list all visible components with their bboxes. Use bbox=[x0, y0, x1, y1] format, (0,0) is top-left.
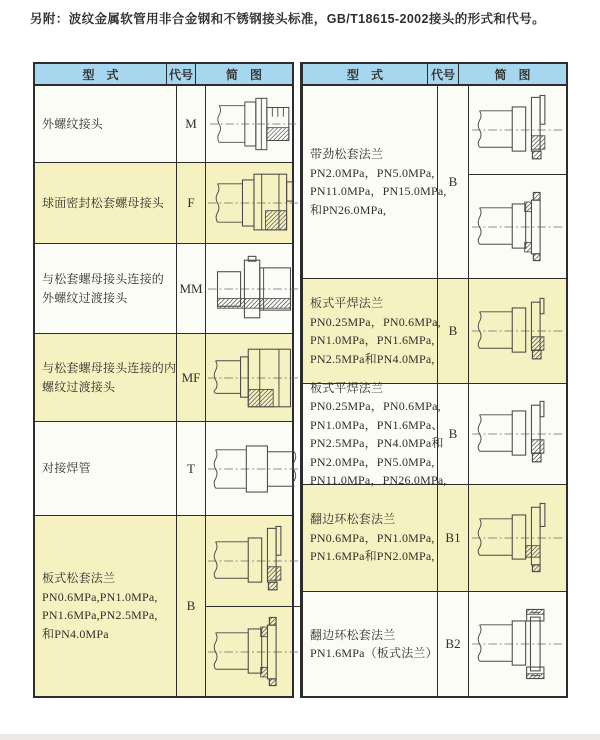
fitting-type-line: PN11.0MPa，PN26.0MPa, bbox=[310, 473, 447, 487]
fitting-diagram bbox=[470, 396, 566, 472]
fitting-type-line: 板式平焊法兰 bbox=[310, 380, 384, 395]
fitting-code-cell bbox=[438, 592, 469, 696]
fitting-diagram-cell bbox=[206, 244, 302, 333]
fitting-type-line: 翻边环松套法兰 bbox=[310, 627, 396, 642]
header-code: 代号 bbox=[167, 64, 196, 84]
fitting-type-line: PN0.25MPa，PN0.6MPa, bbox=[310, 399, 441, 413]
page-title: 另附：波纹金属软管用非合金钢和不锈钢接头标准，GB/T18615-2002接头的形式和代号。 bbox=[30, 12, 545, 26]
fitting-diagram bbox=[206, 614, 302, 690]
fitting-tables bbox=[33, 62, 568, 698]
fitting-type-cell bbox=[303, 86, 447, 278]
table-row bbox=[35, 163, 292, 244]
table-row bbox=[35, 244, 292, 334]
fitting-diagram-cell bbox=[469, 279, 566, 383]
fitting-diagram-cell bbox=[469, 485, 566, 591]
fitting-code-cell bbox=[177, 244, 206, 333]
fitting-code-label: B bbox=[186, 598, 196, 613]
fitting-diagram-cell bbox=[206, 334, 302, 421]
neck-loose-flange-diagram-2 bbox=[469, 175, 566, 278]
fitting-diagram-cell bbox=[469, 86, 566, 278]
butt-weld-pipe-diagram bbox=[206, 422, 302, 515]
plate-loose-flange-diagram-2 bbox=[206, 607, 302, 696]
male-thread-joint-diagram bbox=[206, 86, 302, 162]
fitting-diagram bbox=[470, 500, 566, 576]
fitting-diagram-cell bbox=[206, 86, 302, 162]
fitting-table-left bbox=[33, 62, 294, 698]
table-header-row bbox=[35, 64, 292, 86]
fitting-code-label: B bbox=[448, 174, 458, 189]
fitting-code-label: MF bbox=[181, 369, 201, 385]
fitting-type-line: PN1.0MPa，PN1.6MPa、 bbox=[310, 417, 444, 432]
fitting-type-line: PN1.6MPa（板式法兰） bbox=[310, 646, 438, 660]
header-diagram: 简 图 bbox=[225, 67, 262, 82]
table-row bbox=[35, 334, 292, 422]
fitting-diagram bbox=[470, 92, 566, 168]
fitting-type-line: PN11.0MPa，PN15.0MPa, bbox=[310, 184, 447, 198]
fitting-type-line: 板式松套法兰 bbox=[42, 571, 116, 585]
plate-weld-flange-diagram-2 bbox=[469, 384, 566, 484]
fitting-diagram-cell bbox=[469, 592, 566, 696]
fitting-type-line: 与松套螺母接头连接的 bbox=[42, 272, 165, 286]
table-row bbox=[303, 485, 566, 592]
fitting-type-cell bbox=[35, 163, 177, 243]
fitting-code-label: T bbox=[187, 460, 195, 476]
fitting-diagram bbox=[206, 91, 302, 157]
fitting-code-cell bbox=[438, 384, 469, 484]
fitting-type-line: PN1.6MPa和PN2.0MPa, bbox=[310, 549, 435, 564]
fitting-type-cell bbox=[303, 279, 441, 383]
fitting-diagram bbox=[206, 431, 302, 507]
fitting-code-cell bbox=[438, 86, 469, 278]
fitting-code-cell bbox=[177, 334, 206, 421]
male-thread-adapter-joint-diagram bbox=[206, 244, 302, 333]
header-type: 型 式 bbox=[35, 64, 167, 84]
fitting-diagram bbox=[206, 523, 302, 599]
fitting-diagram-cell bbox=[469, 384, 566, 484]
fitting-diagram bbox=[206, 340, 302, 416]
table-row bbox=[35, 516, 292, 696]
fitting-code-label: F bbox=[187, 195, 195, 210]
plate-weld-flange-diagram bbox=[469, 279, 566, 383]
right-table-rows bbox=[303, 86, 566, 696]
fitting-type-line: 带劲松套法兰 bbox=[310, 147, 384, 161]
fitting-type-line: PN0.6MPa，PN1.0MPa, bbox=[310, 530, 435, 545]
plate-loose-flange-diagram-1 bbox=[206, 516, 302, 607]
fitting-diagram-cell bbox=[206, 163, 302, 243]
fitting-code-cell bbox=[177, 422, 206, 515]
fitting-code-cell bbox=[438, 279, 469, 383]
fitting-code-cell bbox=[177, 516, 206, 696]
fitting-type-line: PN0.6MPa,PN1.0MPa, bbox=[42, 589, 158, 604]
spherical-seal-swivel-nut-joint-diagram bbox=[206, 163, 302, 243]
table-row bbox=[303, 592, 566, 696]
fitting-type-cell bbox=[35, 516, 177, 696]
table-row bbox=[35, 422, 292, 516]
fitting-code-label: B bbox=[448, 323, 458, 338]
table-row bbox=[303, 86, 566, 279]
scan-edge-strip bbox=[0, 734, 600, 740]
fitting-code-label: M bbox=[185, 116, 197, 131]
fitting-type-line: PN2.5MPa和PN4.0MPa, bbox=[310, 351, 435, 366]
fitting-diagram bbox=[470, 606, 566, 682]
fitting-code-label: B2 bbox=[445, 636, 461, 651]
fitting-diagram-cell bbox=[206, 516, 302, 696]
fitting-diagram bbox=[470, 293, 566, 369]
female-thread-adapter-joint-diagram bbox=[206, 334, 302, 421]
table-header-row bbox=[303, 64, 566, 86]
header-diagram: 简 图 bbox=[494, 67, 531, 82]
fitting-code-cell bbox=[438, 485, 469, 591]
fitting-type-line: 对接焊管 bbox=[42, 461, 91, 476]
fitting-type-line: 和PN4.0MPa bbox=[42, 626, 109, 641]
fitting-diagram bbox=[206, 168, 302, 238]
fitting-type-line: 外螺纹过渡接头 bbox=[42, 290, 128, 305]
fitting-diagram bbox=[470, 189, 566, 265]
fitting-type-line: PN1.6MPa,PN2.5MPa, bbox=[42, 608, 158, 622]
fitting-type-cell bbox=[303, 380, 447, 487]
fitting-type-line: PN0.25MPa，PN0.6MPa, bbox=[310, 314, 441, 329]
fitting-type-line: 球面密封松套螺母接头 bbox=[42, 195, 165, 210]
fitting-diagram-cell bbox=[206, 422, 302, 515]
fitting-type-cell bbox=[35, 86, 177, 162]
table-row bbox=[303, 279, 566, 384]
fitting-code-label: B1 bbox=[445, 530, 461, 545]
fitting-code-label: MM bbox=[179, 280, 203, 296]
fitting-type-line: 螺纹过渡接头 bbox=[42, 379, 116, 394]
fitting-type-line: PN2.0MPa，PN5.0MPa, bbox=[310, 454, 435, 469]
neck-loose-flange-diagram-1 bbox=[469, 86, 566, 175]
left-table-rows bbox=[35, 86, 292, 696]
fitting-code-label: B bbox=[448, 426, 458, 441]
fitting-type-line: PN1.0MPa，PN1.6MPa, bbox=[310, 333, 435, 347]
header-type: 型 式 bbox=[303, 64, 428, 84]
fitting-table-right bbox=[300, 62, 568, 698]
fitting-type-cell bbox=[303, 592, 438, 696]
header-code: 代号 bbox=[428, 64, 459, 84]
fitting-type-line: 翻边环松套法兰 bbox=[310, 512, 396, 527]
fitting-type-cell bbox=[303, 485, 438, 591]
flanged-ring-loose-flange-b1-diagram bbox=[469, 485, 566, 591]
flanged-ring-loose-flange-b2-diagram bbox=[469, 592, 566, 696]
fitting-type-line: 和PN26.0MPa, bbox=[310, 202, 387, 217]
fitting-type-line: 与松套螺母接头连接的内 bbox=[42, 361, 177, 375]
table-row bbox=[35, 86, 292, 163]
fitting-type-cell bbox=[35, 244, 177, 333]
fitting-type-line: 板式平焊法兰 bbox=[310, 296, 384, 310]
table-row bbox=[303, 380, 566, 487]
fitting-type-cell bbox=[35, 334, 177, 421]
fitting-code-cell bbox=[177, 86, 206, 162]
fitting-type-line: PN2.0MPa，PN5.0MPa, bbox=[310, 165, 435, 180]
fitting-type-line: 外螺纹接头 bbox=[42, 116, 104, 131]
fitting-type-cell bbox=[35, 422, 177, 515]
fitting-type-line: PN2.5MPa，PN4.0MPa和 bbox=[310, 436, 444, 450]
fitting-diagram bbox=[206, 251, 302, 327]
fitting-code-cell bbox=[177, 163, 206, 243]
